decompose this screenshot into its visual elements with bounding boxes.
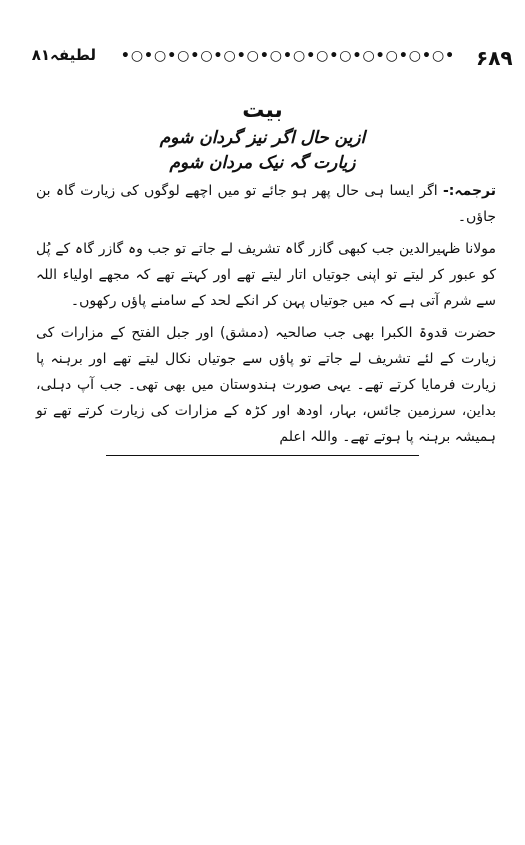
verse-line-1: ازین حال اگر نیز گردان شوم [159,128,366,148]
verse-heading: بیت [242,98,283,123]
translation-text: اگر ایسا ہی حال پھر ہو جائے تو میں اچھے لوگوں کی زیارت گاہ بن جاؤں۔ [36,183,496,225]
paragraph-1: مولانا ظہیرالدین جب کبھی گازر گاہ تشریف لے جاتے تو جب وہ گازر گاہ کے پُل کو عبور کر لیتے تو اپنی جوتیاں اتار لیتے تھے اور کہتے تھے کہ مجھے اولیاء اللہ سے شرم آتی ہے کہ میں جوتیاں پہن کر انکے لحد کے سامنے پاؤں رکھوں۔ [36,241,496,309]
section-divider [106,455,419,456]
page-header [0,40,525,74]
verse-block [0,96,525,176]
verse-line-2: زیارت گہ نیک مردان شوم [169,153,356,173]
translation-paragraph [36,178,496,230]
chapter-label: لطیفہ۸۱ [31,46,96,64]
paragraph-2: حضرت قدوۃ الکبرا بھی جب صالحیہ (دمشق) اور جبل الفتح کے مزارات کی زیارت کے لئے تشریف لے جاتے تو پاؤں سے جوتیاں نکال لیتے تھے اور برہنہ پا زیارت فرمایا کرتے تھے۔ یہی صورت ہندوستان میں بھی تھی۔ جب آپ دہلی، بداین، سرزمین جائس، بہار، اودھ اور کڑہ کے مزارات کی زیارت کرتے تھے تو ہمیشہ برہنہ پا ہوتے تھے۔ واللہ اعلم [36,325,496,445]
translation-label: ترجمہ:- [442,183,497,199]
page-number: ۶۸۹ [476,46,513,70]
header-ornament: •○•○•○•○•○•○•○•○•○•○•○•○•○•○• [120,48,456,64]
body-text [36,178,496,456]
